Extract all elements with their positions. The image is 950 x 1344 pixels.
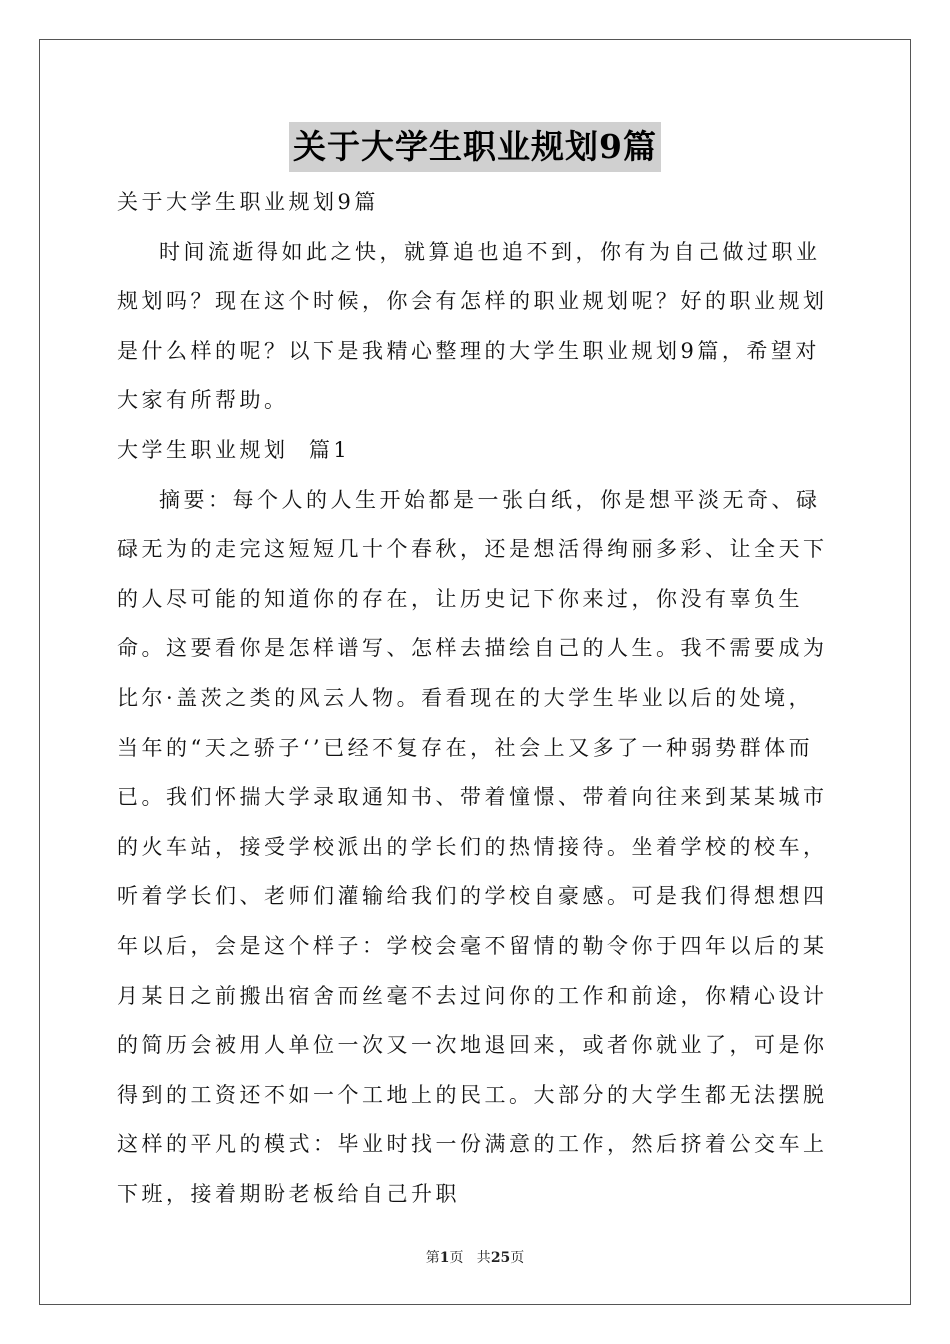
footer-prefix: 第 bbox=[425, 1250, 440, 1266]
document-body bbox=[117, 178, 835, 1219]
footer-middle: 页 共 bbox=[449, 1250, 491, 1266]
footer-page-number: 1 bbox=[439, 1250, 450, 1266]
intro-paragraph: 时间流逝得如此之快，就算追也追不到，你有为自己做过职业规划吗？现在这个时候，你会有怎样的职业规划呢？好的职业规划是什么样的呢？以下是我精心整理的大学生职业规划9篇，希望对大家有所帮助。 bbox=[117, 239, 828, 413]
body-paragraph: 摘要：每个人的人生开始都是一张白纸，你是想平淡无奇、碌碌无为的走完这短短几十个春秋，还是想活得绚丽多彩、让全天下的人尽可能的知道你的存在，让历史记下你来过，你没有辜负生命。这要看你是怎样谱写、怎样去描绘自己的人生。我不需要成为比尔·盖茨之类的风云人物。看看现在的大学生毕业以后的处境，当年的“天之骄子‘’已经不复存在，社会上又多了一种弱势群体而已。我们怀揣大学录取通知书、带着憧憬、带着向往来到某某城市的火车站，接受学校派出的学长们的热情接待。坐着学校的校车，听着学长们、老师们灌输给我们的学校自豪感。可是我们得想想四年以后，会是这个样子：学校会毫不留情的勒令你于四年以后的某月某日之前搬出宿舍而丝毫不去过问你的工作和前途，你精心设计的简历会被用人单位一次又一次地退回来，或者你就业了，可是你得到的工资还不如一个工地上的民工。大部分的大学生都无法摆脱这样的平凡的模式：毕业时找一份满意的工作，然后挤着公交车上下班，接着期盼老板给自己升职 bbox=[117, 487, 828, 1206]
subtitle-line: 关于大学生职业规划9篇 bbox=[117, 190, 379, 214]
document-title: 关于大学生职业规划9篇 bbox=[289, 122, 661, 172]
footer-suffix: 页 bbox=[510, 1250, 525, 1266]
footer-total-pages: 25 bbox=[490, 1250, 511, 1266]
section-heading: 大学生职业规划 篇1 bbox=[117, 437, 351, 462]
page-footer bbox=[0, 1247, 950, 1267]
title-wrap bbox=[0, 122, 950, 172]
